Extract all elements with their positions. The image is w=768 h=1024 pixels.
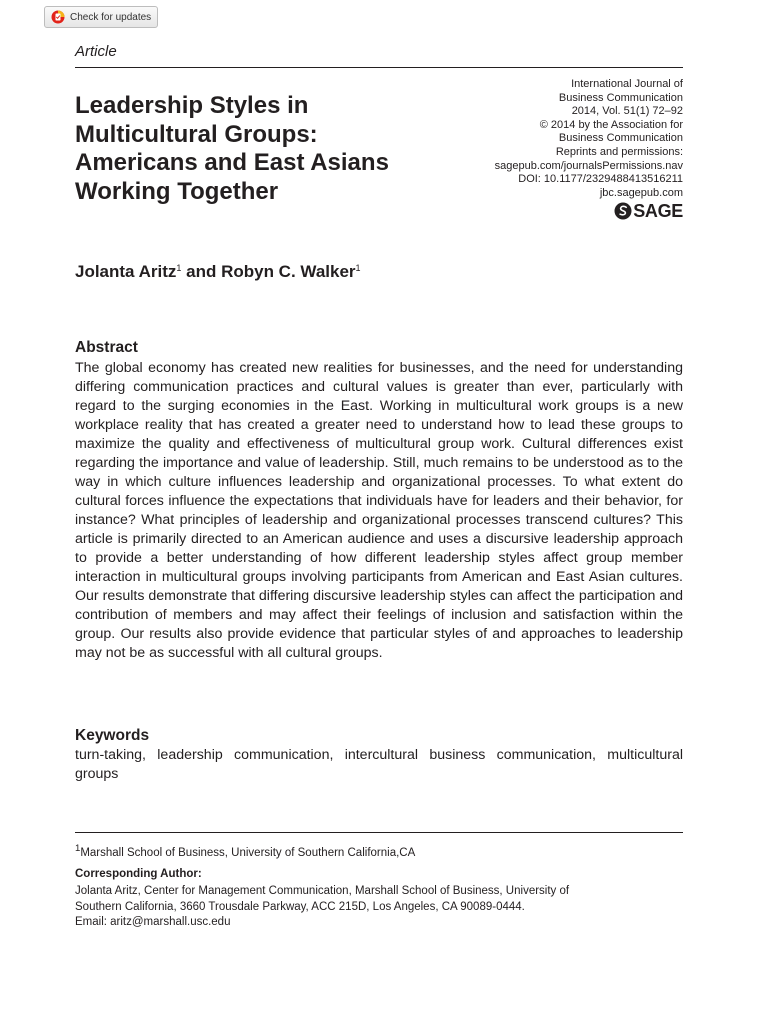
corresponding-author-email[interactable]: Email: aritz@marshall.usc.edu [75, 916, 231, 928]
title-line: Multicultural Groups: [75, 120, 318, 148]
keywords-text: turn-taking, leadership communication, intercultural business communication, multicultural groups [75, 747, 683, 782]
publisher-logo [614, 202, 683, 220]
sage-logo-icon [614, 202, 632, 220]
title-line: Americans and East Asians [75, 149, 389, 176]
affiliation-text: Marshall School of Business, University of Southern California,CA [80, 846, 416, 859]
corresponding-author-heading: Corresponding Author: [75, 868, 202, 880]
journal-info-line: 2014, Vol. 51(1) 72–92 [571, 105, 683, 118]
author-conjunction: and [181, 262, 222, 281]
author-name: Jolanta Aritz [75, 262, 177, 281]
corresponding-author-line: Jolanta Aritz, Center for Management Communication, Marshall School of Business, University of [75, 885, 570, 897]
article-type-label: Article [75, 43, 117, 60]
journal-info-line: International Journal of [571, 78, 683, 90]
affiliation-footnote [75, 843, 415, 859]
check-for-updates-button[interactable] [44, 6, 158, 28]
journal-info-line: Business Communication [558, 91, 683, 104]
sage-logo-text: SAGE [633, 201, 683, 221]
check-for-updates-label: Check for updates [70, 11, 152, 23]
abstract-heading: Abstract [75, 339, 138, 356]
corresponding-author-line: Southern California, 3660 Trousdale Parkway, ACC 215D, Los Angeles, CA 90089-0444. [75, 900, 525, 913]
journal-info-line: jbc.sagepub.com [599, 186, 683, 199]
header-divider [75, 67, 683, 68]
journal-info-line: sagepub.com/journalsPermissions.nav [494, 159, 683, 172]
journal-info-line: © 2014 by the Association for [539, 118, 683, 131]
keywords-heading: Keywords [75, 727, 150, 744]
title-line: Working Together [75, 177, 279, 205]
author-name: Robyn C. Walker [221, 262, 356, 281]
journal-info-line: DOI: 10.1177/2329488413516211 [518, 173, 683, 186]
check-for-updates-icon [51, 10, 65, 24]
corresponding-author-details [75, 884, 675, 931]
affiliation-marker: 1 [75, 843, 81, 854]
title-line: Leadership Styles in [75, 92, 309, 119]
footnote-divider [75, 832, 683, 833]
journal-info [383, 78, 683, 200]
journal-info-line: Business Communication [558, 132, 683, 145]
author-affiliation-marker: 1 [176, 263, 182, 273]
journal-info-line: Reprints and permissions: [555, 145, 683, 158]
author-affiliation-marker: 1 [355, 263, 361, 273]
author-list [75, 262, 361, 282]
abstract-text: The global economy has created new realities for businesses, and the need for understanding differing communication practices and cultural values is greater than ever, particularly with regard to the surging economies in the East. Working in multicultural work groups is a new workplace reality that has created a greater need to understand how to lead these groups to maximize the quality and effectiveness of multicultural group work. Cultural differences exist regarding the importance and value of leadership. Still, much remains to be understood as to the way in which culture influences leadership and organizational processes. To what extent do cultural forces influence the expectations that individuals have for leaders and their behavior, for instance? What principles of leadership and organizational processes transcend cultures? This article is primarily directed to an American audience and uses a discursive leadership approach to provide a better understanding of how different leadership styles affect group member interaction in multicultural groups involving participants from American and East Asian cultures. Our results demonstrate that differing discursive leadership styles can affect the participation and contribution of members and may affect their feelings of inclusion and satisfaction within the group. Our results also provide evidence that particular styles of and approaches to leadership may not be as successful with all cultural groups. [75, 360, 683, 661]
